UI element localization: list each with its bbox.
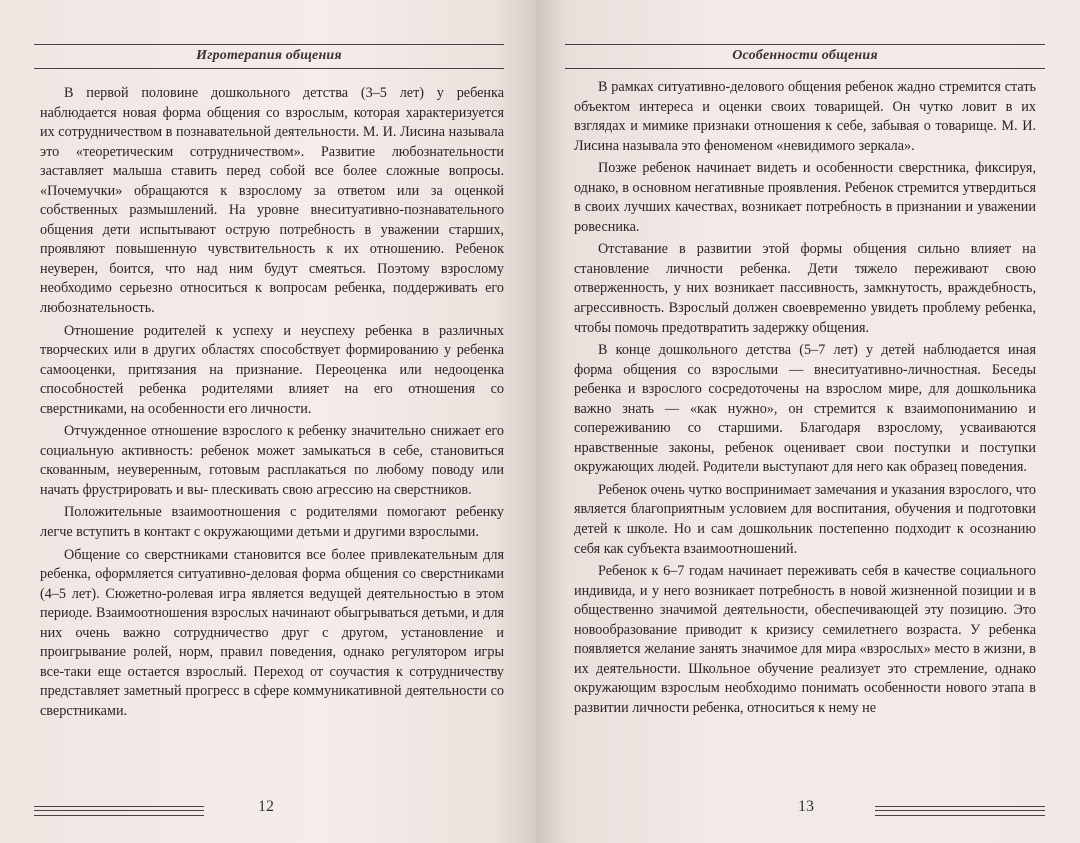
- paragraph: В конце дошкольного детства (5–7 лет) у детей наблюдается иная форма общения со взрослыми — внеситуативно-личностная. Беседы ребенка и взрослого сосредоточены на взрослом мире, для дошкольника важно знать — «как нужно», он стремится к взаимопониманию и сопереживанию со старшими. Благодаря взрослому, усваиваются нравственные законы, ребенок оценивает свои поступки и поступки окружающих людей. Родители выступают для него как образец поведения.: [574, 342, 1036, 476]
- left-page: [0, 0, 536, 843]
- paragraph: Отношение родителей к успеху и неуспеху ребенка в различных творческих или в других областях способствует формированию у ребенка самооценки, притязания на признание. Переоценка или недооценка способностей ребенка родителями влияет на его отношения со сверстниками, на особенности его личности.: [40, 322, 504, 417]
- paragraph: Ребенок очень чутко воспринимает замечания и указания взрослого, что является благоприятным условием для воспитания, обучения и подготовки детей к школе. Но и сам дошкольник постепенно подходит к осознанию себя как субъекта взаимоотношений.: [574, 481, 1036, 557]
- header-rule-top: [34, 44, 504, 45]
- running-header-left: [34, 44, 504, 74]
- header-rule-bottom: [565, 68, 1045, 69]
- page-number: 12: [258, 798, 274, 815]
- body-text-right: [574, 78, 1036, 719]
- paragraph: В первой половине дошкольного детства (3–5 лет) у ребенка наблюдается новая форма общения со взрослым, которая характеризуется их сотрудничеством в познавательной деятельности. М. И. Лисина называла это «теоретическим сотрудничеством». Развитие любознательности заставляет малыша ставить перед собой все более сложные вопросы. «Почемучки» обращаются к взрослому за ответом или за оценкой собственных размышлений. На уровне внеситуативно-познавательного общения дети испытывают острую потребность в уважении старших, проявляют повышенную чувствительность к их отношению. Ребенок неуверен, боится, что над ним будут смеяться. Поэтому взрослому необходимо серьезно относиться к вопросам ребенка, поддерживать его любознательность.: [40, 85, 504, 317]
- paragraph: Положительные взаимоотношения с родителями помогают ребенку легче вступить в контакт с окружающими детьми и другими взрослыми.: [40, 504, 504, 541]
- page-number: 13: [798, 798, 814, 815]
- page-footer-right: [565, 798, 1045, 822]
- paragraph: Общение со сверстниками становится все более привлекательным для ребенка, оформляется ситуативно-деловая форма общения со сверстниками (4–5 лет). Сюжетно-ролевая игра является ведущей деятельностью в этом периоде. Взаимоотношения взрослых начинают обыгрываться детьми, и для них очень важно сотрудничество друг с другом, установление и проигрывание ролей, норм, правил поведения, однако регулятором игры все-таки еще остается взрослый. Переход от соучастия к сотрудничеству представляет заметный прогресс в сфере коммуникативной деятельности со сверстниками.: [40, 546, 504, 719]
- paragraph: Отчужденное отношение взрослого к ребенку значительно снижает его социальную активность: ребенок может замыкаться в себе, становиться скованным, неуверенным, готовым расплакаться по любому поводу или начать фрустрировать и вы- плескивать свою агрессию на сверстников.: [40, 423, 504, 498]
- paragraph: В рамках ситуативно-делового общения ребенок жадно стремится стать объектом интереса и оценки своих товарищей. Он чутко ловит в их взглядах и мимике признаки отношения к себе, забывая о товарище. М. И. Лисина называла это феноменом «невидимого зеркала».: [574, 79, 1036, 154]
- running-header-right: [565, 44, 1045, 74]
- page-footer-left: [34, 798, 504, 822]
- header-rule-top: [565, 44, 1045, 45]
- footer-ornament-rule: [875, 806, 1045, 816]
- body-text-left: [40, 84, 504, 722]
- header-rule-bottom: [34, 68, 504, 69]
- footer-ornament-rule: [34, 806, 204, 816]
- paragraph: Отставание в развитии этой формы общения сильно влияет на становление личности ребенка. Дети тяжело переживают свою отверженность, у них возникает пассивность, замкнутость, враждебность, агрессивность. Взрослый должен своевременно увидеть проблему ребенка, чтобы помочь предотвратить задержку общения.: [574, 241, 1036, 336]
- running-header-title: Игротерапия общения: [196, 48, 342, 63]
- running-header-title: Особенности общения: [732, 48, 878, 63]
- paragraph: Позже ребенок начинает видеть и особенности сверстника, фиксируя, однако, в основном негативные проявления. Ребенок стремится утвердиться в своих лучших качествах, возникает потребность в признании и уважении ровесника.: [574, 160, 1036, 235]
- paragraph: Ребенок к 6–7 годам начинает переживать себя в качестве социального индивида, и у него возникает потребность в новой жизненной позиции и в общественно значимой деятельности, обеспечивающей эту позицию. Это новообразование приводит к кризису семилетнего возраста. У ребенка появляется желание занять значимое для мира «взрослых» место в жизни, в их деятельности. Школьное обучение реализует это стремление, однако окружающим взрослым необходимо понимать особенности нового этапа в развитии личности ребенка, относиться к нему не: [574, 563, 1036, 716]
